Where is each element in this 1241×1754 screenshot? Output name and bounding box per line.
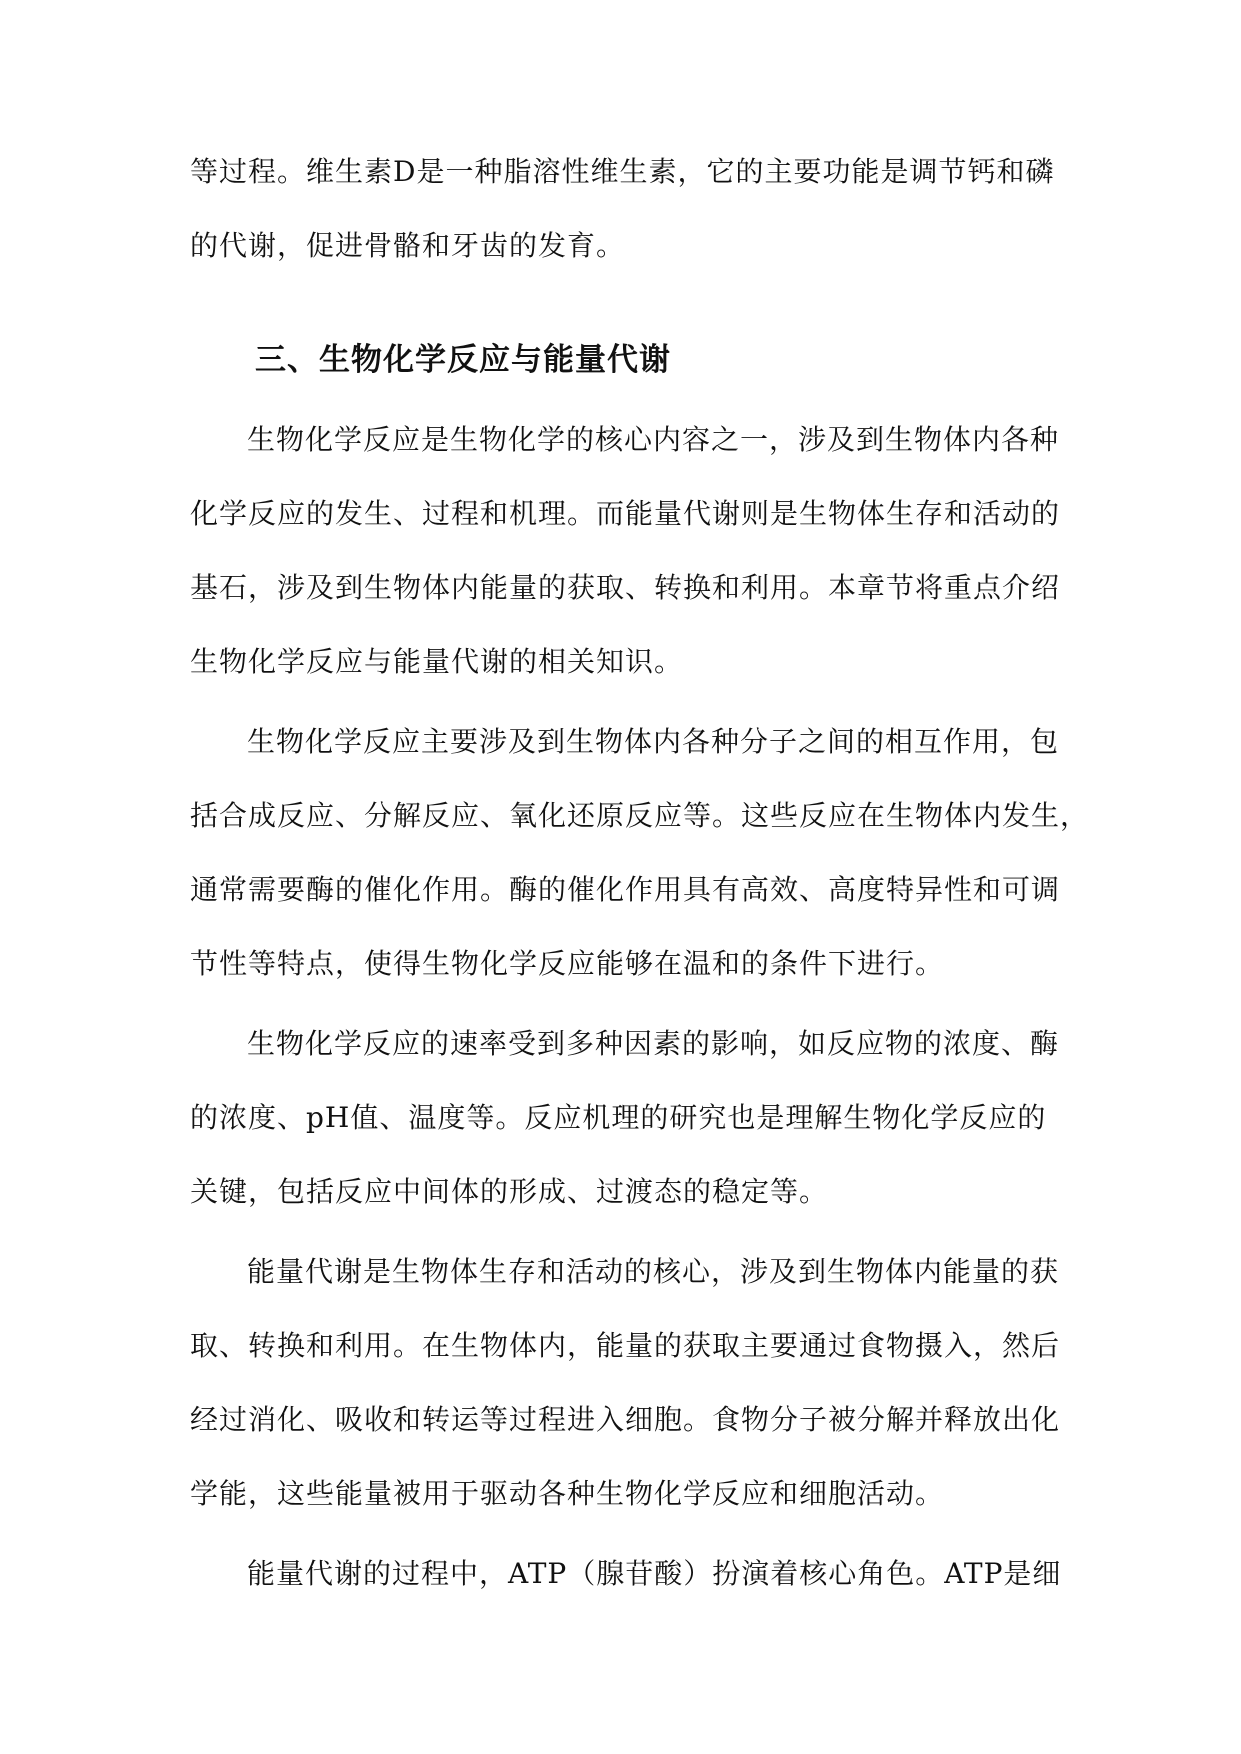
text-line: 经过消化、吸收和转运等过程进入细胞。食物分子被分解并释放出化 (190, 1403, 1061, 1436)
text-line: 等过程。维生素D是一种脂溶性维生素，它的主要功能是调节钙和磷 (190, 155, 1055, 188)
text-line: 生物化学反应是生物化学的核心内容之一，涉及到生物体内各种 (247, 423, 1060, 456)
text-line: 通常需要酶的催化作用。酶的催化作用具有高效、高度特异性和可调 (190, 873, 1061, 906)
text-line: 基石，涉及到生物体内能量的获取、转换和利用。本章节将重点介绍 (190, 571, 1061, 604)
text-line: 生物化学反应主要涉及到生物体内各种分子之间的相互作用，包 (247, 725, 1060, 758)
text-line: 生物化学反应与能量代谢的相关知识。 (190, 645, 684, 678)
section-heading: 三、生物化学反应与能量代谢 (255, 342, 671, 378)
text-line: 能量代谢的过程中，ATP（腺苷酸）扮演着核心角色。ATP是细 (247, 1557, 1062, 1590)
text-line: 节性等特点，使得生物化学反应能够在温和的条件下进行。 (190, 947, 945, 980)
text-line: 学能，这些能量被用于驱动各种生物化学反应和细胞活动。 (190, 1477, 945, 1510)
text-line: 能量代谢是生物体生存和活动的核心，涉及到生物体内能量的获 (247, 1255, 1060, 1288)
text-line: 括合成反应、分解反应、氧化还原反应等。这些反应在生物体内发生， (190, 799, 1090, 832)
text-line: 化学反应的发生、过程和机理。而能量代谢则是生物体生存和活动的 (190, 497, 1061, 530)
text-line: 关键，包括反应中间体的形成、过渡态的稳定等。 (190, 1175, 829, 1208)
text-line: 取、转换和利用。在生物体内，能量的获取主要通过食物摄入，然后 (190, 1329, 1061, 1362)
text-line: 的代谢，促进骨骼和牙齿的发育。 (190, 229, 626, 262)
text-line: 的浓度、pH值、温度等。反应机理的研究也是理解生物化学反应的 (190, 1101, 1047, 1134)
text-line: 生物化学反应的速率受到多种因素的影响，如反应物的浓度、酶 (247, 1027, 1060, 1060)
